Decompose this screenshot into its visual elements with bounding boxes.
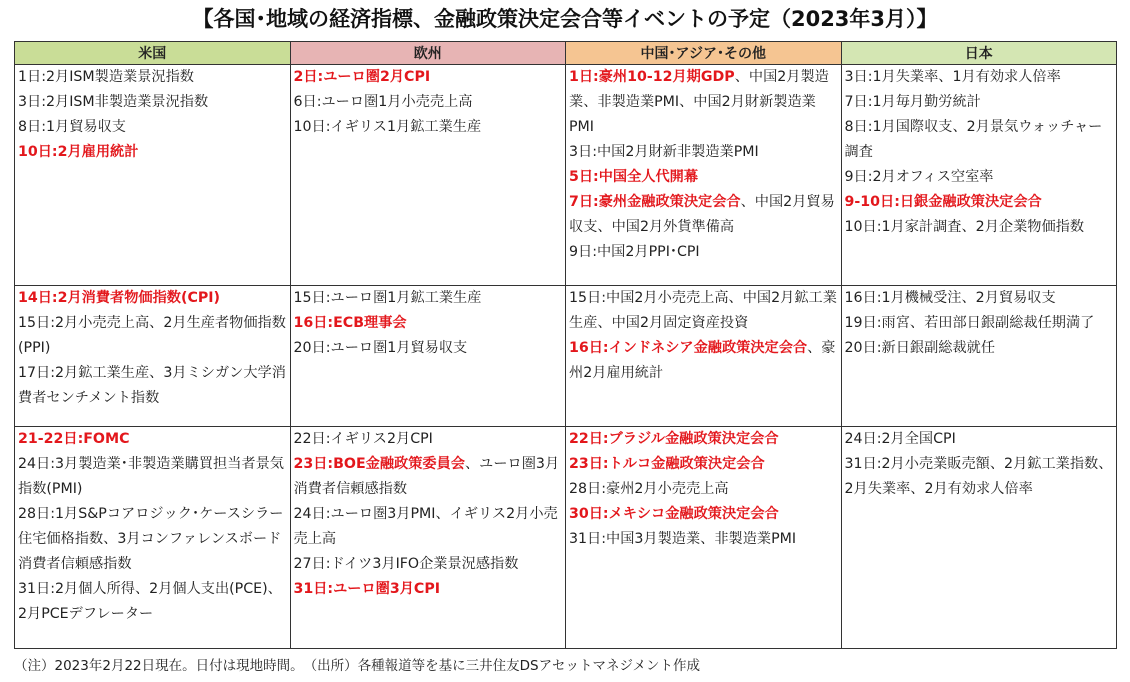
column-header-japan: 日本 xyxy=(841,42,1117,65)
event-text: 10日:2月雇用統計 xyxy=(18,144,139,160)
cell-cn xyxy=(566,65,842,286)
cell-cn xyxy=(566,286,842,427)
event-text: 7日:豪州金融政策決定会合 xyxy=(569,194,741,210)
event-text: 21-22日:FOMC xyxy=(18,431,130,447)
event-text: 9-10日:日銀金融政策決定会合 xyxy=(844,194,1042,210)
event-text: 31日:中国3月製造業、非製造業PMI xyxy=(569,531,797,547)
event-text: 10日:イギリス1月鉱工業生産 xyxy=(293,119,482,135)
column-header-europe: 欧州 xyxy=(290,42,566,65)
event-text: 31日:ユーロ圏3月CPI xyxy=(293,581,441,597)
event-text-rest: 、ユーロ圏3月消費者信頼感指数 xyxy=(293,456,560,497)
event-item xyxy=(294,502,563,552)
event-item xyxy=(569,190,838,240)
event-item xyxy=(845,286,1114,311)
event-item xyxy=(18,311,287,361)
event-text: 28日:豪州2月小売売上高 xyxy=(569,481,729,497)
event-item xyxy=(569,477,838,502)
table-row xyxy=(15,427,1117,649)
event-item xyxy=(294,311,563,336)
event-text: 10日:1月家計調査、2月企業物価指数 xyxy=(844,219,1085,235)
event-item xyxy=(569,140,838,165)
cell-jp xyxy=(841,65,1117,286)
event-item xyxy=(845,336,1114,361)
event-text: 24日:3月製造業･非製造業購買担当者景気指数(PMI) xyxy=(18,456,284,497)
event-text: 22日:ブラジル金融政策決定会合 xyxy=(569,431,779,447)
event-text: 20日:ユーロ圏1月貿易収支 xyxy=(293,340,468,356)
event-item xyxy=(845,215,1114,240)
event-text: 24日:2月全国CPI xyxy=(844,431,956,447)
cell-eu xyxy=(290,427,566,649)
event-text: 31日:2月小売業販売額、2月鉱工業指数、2月失業率、2月有効求人倍率 xyxy=(844,456,1113,497)
event-text: 28日:1月S&Pコアロジック･ケースシラー住宅価格指数、3月コンファレンスボード消費者信頼感指数 xyxy=(18,506,284,572)
cell-us xyxy=(15,65,291,286)
event-item xyxy=(845,190,1114,215)
event-item xyxy=(294,90,563,115)
header-row xyxy=(15,42,1117,65)
column-header-us: 米国 xyxy=(15,42,291,65)
event-text: 22日:イギリス2月CPI xyxy=(293,431,433,447)
footnote: （注）2023年2月22日現在。日付は現地時間。 （出所）各種報道等を基に三井住友DSアセットマネジメント作成 xyxy=(14,658,701,674)
cell-jp xyxy=(841,286,1117,427)
cell-us xyxy=(15,286,291,427)
event-text: 23日:トルコ金融政策決定会合 xyxy=(569,456,765,472)
event-text: 2日:ユーロ圏2月CPI xyxy=(293,69,431,85)
table-row xyxy=(15,65,1117,286)
event-item xyxy=(569,165,838,190)
event-item xyxy=(18,361,287,411)
event-text: 9日:中国2月PPI･CPI xyxy=(569,244,700,260)
event-item xyxy=(569,65,838,140)
event-text: 16日:インドネシア金融政策決定会合 xyxy=(569,340,808,356)
cell-eu xyxy=(290,286,566,427)
event-text: 3日:1月失業率、1月有効求人倍率 xyxy=(844,69,1061,85)
event-text: 3日:中国2月財新非製造業PMI xyxy=(569,144,759,160)
event-item xyxy=(294,427,563,452)
event-item xyxy=(569,240,838,265)
event-text: 15日:中国2月小売売上高、中国2月鉱工業生産、中国2月固定資産投資 xyxy=(569,290,837,331)
event-text: 8日:1月国際収支、2月景気ウォッチャー調査 xyxy=(844,119,1103,160)
event-item xyxy=(569,336,838,386)
event-text: 30日:メキシコ金融政策決定会合 xyxy=(569,506,779,522)
event-item xyxy=(18,427,287,452)
event-text-rest: 、中国2月製造業、非製造業PMI、中国2月財新製造業PMI xyxy=(569,69,829,135)
event-text: 1日:豪州10-12月期GDP xyxy=(569,69,735,85)
table-row xyxy=(15,286,1117,427)
event-text-rest: 、中国2月貿易収支、中国2月外貨準備高 xyxy=(569,194,835,235)
event-text: 14日:2月消費者物価指数(CPI) xyxy=(18,290,221,306)
event-item xyxy=(294,452,563,502)
event-text: 7日:1月毎月勤労統計 xyxy=(844,94,981,110)
event-item xyxy=(845,90,1114,115)
event-item xyxy=(294,286,563,311)
event-item xyxy=(569,427,838,452)
cell-us xyxy=(15,427,291,649)
event-item xyxy=(845,452,1114,502)
event-item xyxy=(569,286,838,336)
event-text: 17日:2月鉱工業生産、3月ミシガン大学消費者センチメント指数 xyxy=(18,365,286,406)
event-text: 3日:2月ISM非製造業景況指数 xyxy=(18,94,209,110)
event-item xyxy=(18,502,287,577)
event-item xyxy=(18,140,287,165)
event-item xyxy=(845,165,1114,190)
event-calendar-table xyxy=(14,41,1117,649)
event-text: 16日:1月機械受注、2月貿易収支 xyxy=(844,290,1056,306)
event-item xyxy=(18,115,287,140)
event-text-rest: 、豪州2月雇用統計 xyxy=(569,340,836,381)
event-item xyxy=(18,577,287,627)
event-item xyxy=(294,552,563,577)
event-item xyxy=(294,115,563,140)
event-text: 8日:1月貿易収支 xyxy=(18,119,126,135)
event-text: 9日:2月オフィス空室率 xyxy=(844,169,994,185)
event-item xyxy=(569,502,838,527)
event-item xyxy=(845,427,1114,452)
event-text: 31日:2月個人所得、2月個人支出(PCE)、2月PCEデフレーター xyxy=(18,581,282,622)
event-text: 20日:新日銀副総裁就任 xyxy=(844,340,996,356)
page-title: 【各国･地域の経済指標、金融政策決定会合等イベントの予定（2023年3月）】 xyxy=(192,7,938,31)
event-text: 15日:ユーロ圏1月鉱工業生産 xyxy=(293,290,482,306)
column-header-china-asia: 中国･アジア･その他 xyxy=(566,42,842,65)
event-text: 6日:ユーロ圏1月小売売上高 xyxy=(293,94,473,110)
event-text: 16日:ECB理事会 xyxy=(293,315,407,331)
event-item xyxy=(18,286,287,311)
event-item xyxy=(294,65,563,90)
event-text: 23日:BOE金融政策委員会 xyxy=(293,456,465,472)
event-text: 24日:ユーロ圏3月PMI、イギリス2月小売売上高 xyxy=(293,506,558,547)
event-item xyxy=(845,311,1114,336)
event-item xyxy=(294,577,563,602)
event-text: 27日:ドイツ3月IFO企業景況感指数 xyxy=(293,556,519,572)
cell-jp xyxy=(841,427,1117,649)
event-text: 1日:2月ISM製造業景況指数 xyxy=(18,69,194,85)
cell-eu xyxy=(290,65,566,286)
event-text: 5日:中国全人代開幕 xyxy=(569,169,699,185)
event-item xyxy=(845,115,1114,165)
event-item xyxy=(845,65,1114,90)
event-item xyxy=(569,527,838,552)
event-item xyxy=(294,336,563,361)
event-item xyxy=(18,452,287,502)
event-item xyxy=(18,65,287,90)
event-text: 15日:2月小売売上高、2月生産者物価指数(PPI) xyxy=(18,315,286,356)
event-item xyxy=(569,452,838,477)
event-text: 19日:雨宮、若田部日銀副総裁任期満了 xyxy=(844,315,1095,331)
event-item xyxy=(18,90,287,115)
cell-cn xyxy=(566,427,842,649)
